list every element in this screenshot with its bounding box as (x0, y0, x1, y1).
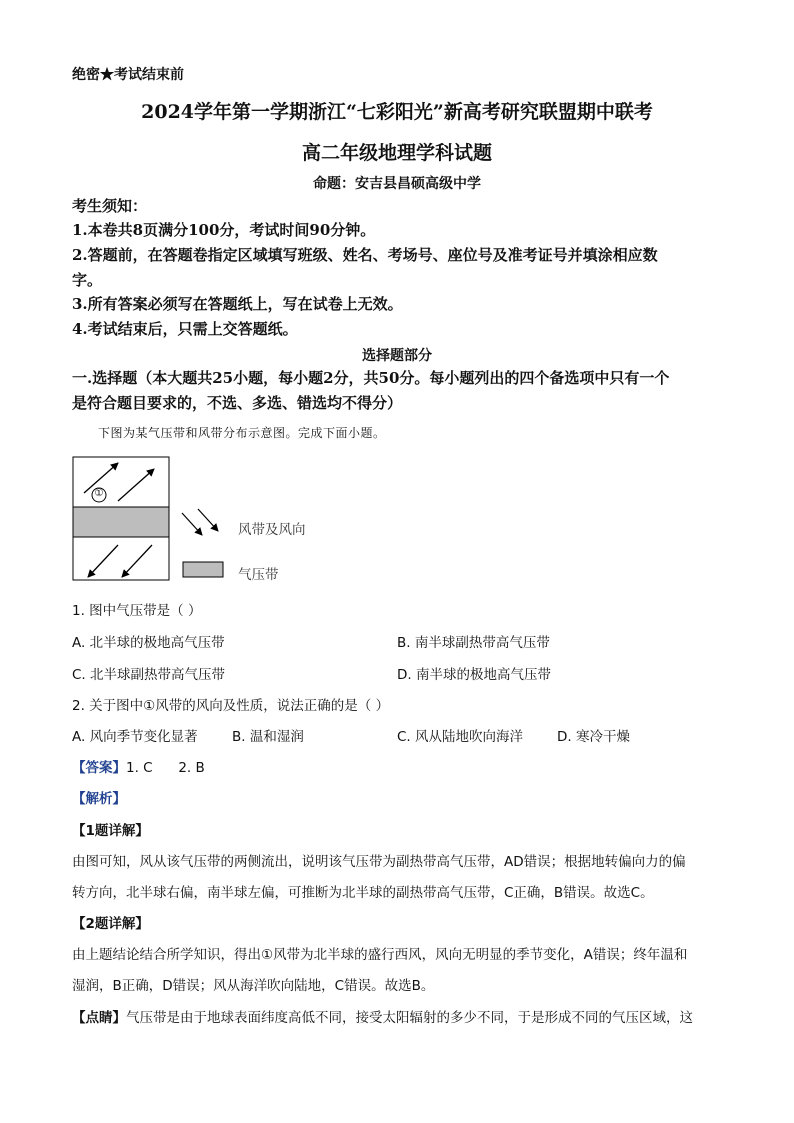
q2-detail-line: 由上题结论结合所学知识，得出①风带为北半球的盛行西风，风向无明显的季节变化，A错误；终年温和 (72, 947, 688, 963)
answer-text: 1. C 2. B (126, 760, 205, 776)
answer-label: 【答案】 (72, 760, 126, 776)
question-option: A. 北半球的极地高气压带 (72, 635, 225, 651)
secrecy-label: 绝密★考试结束前 (72, 67, 184, 83)
tip-text: 气压带是由于地球表面纬度高低不同，接受太阳辐射的多少不同，于是形成不同的气压区域，这 (126, 1010, 693, 1026)
q1-detail-label: 【1题详解】 (72, 823, 149, 839)
notice-item: 3.所有答案必须写在答题纸上，写在试卷上无效。 (72, 295, 403, 313)
pressure-wind-figure (72, 455, 322, 585)
question-intro: 下图为某气压带和风带分布示意图。完成下面小题。 (98, 426, 386, 440)
section-instruction: 一.选择题（本大题共25小题，每小题2分，共50分。每小题列出的四个备选项中只有一个 (72, 369, 670, 387)
legend-wind-arrow (198, 509, 218, 531)
question-option: D. 南半球的极地高气压带 (397, 667, 551, 683)
author-line: 命题：安吉县昌硕高级中学 (313, 176, 481, 192)
legend-wind-arrow (182, 513, 202, 535)
legend-wind-label: 风带及风向 (238, 522, 306, 538)
pressure-belt (73, 507, 169, 537)
q2-detail-label: 【2题详解】 (72, 916, 149, 932)
question-option: B. 南半球副热带高气压带 (397, 635, 550, 651)
notice-item: 1.本卷共8页满分100分，考试时间90分钟。 (72, 221, 376, 239)
question-option: C. 风从陆地吹向海洋 (397, 729, 524, 745)
figure-marker-text: ① (94, 488, 104, 499)
q1-detail-line: 转方向，北半球右偏，南半球左偏，可推断为北半球的副热带高气压带，C正确，B错误。故选C。 (72, 885, 654, 901)
question-stem: 1. 图中气压带是（ ） (72, 603, 202, 619)
exam-title: 2024学年第一学期浙江“七彩阳光”新高考研究联盟期中联考 (141, 101, 653, 123)
section-instruction: 是符合题目要求的，不选、多选、错选均不得分） (72, 394, 403, 412)
notice-item: 字。 (72, 271, 103, 289)
notice-item: 2.答题前，在答题卷指定区域填写班级、姓名、考场号、座位号及准考证号并填涂相应数 (72, 246, 658, 264)
question-stem: 2. 关于图中①风带的风向及性质，说法正确的是（ ） (72, 698, 390, 714)
q2-detail-line: 湿润，B正确，D错误；风从海洋吹向陆地，C错误。故选B。 (72, 978, 435, 994)
question-option: D. 寒冷干燥 (557, 729, 630, 745)
question-option: B. 温和湿润 (232, 729, 304, 745)
legend-pressure-label: 气压带 (238, 567, 279, 583)
q1-detail-line: 由图可知，风从该气压带的两侧流出，说明该气压带为副热带高气压带，AD错误；根据地转偏向力的偏 (72, 854, 686, 870)
analysis-label: 【解析】 (72, 791, 126, 807)
legend-pressure-swatch (183, 562, 223, 577)
notice-item: 4.考试结束后，只需上交答题纸。 (72, 320, 298, 338)
question-option: C. 北半球副热带高气压带 (72, 667, 226, 683)
section-title: 选择题部分 (362, 348, 432, 364)
notice-heading: 考生须知： (72, 197, 148, 215)
tip-label: 【点睛】 (72, 1010, 126, 1026)
question-option: A. 风向季节变化显著 (72, 729, 198, 745)
exam-subtitle: 高二年级地理学科试题 (301, 142, 492, 164)
